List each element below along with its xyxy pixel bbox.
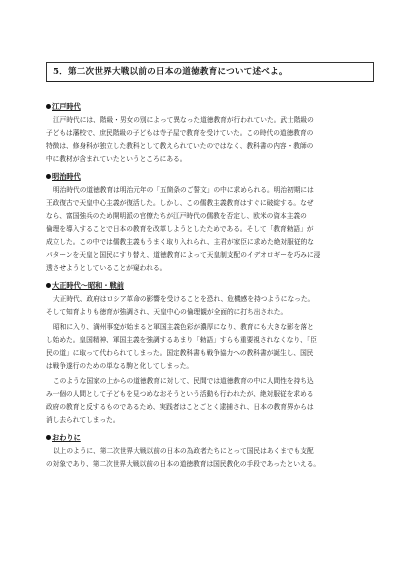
section-heading-text: 明治時代 [52, 172, 81, 181]
paragraph-line: 江戸時代には、階級・男女の別によって異なった道徳教育が行われていた。武士階級の [53, 116, 314, 124]
paragraph-line: み一個の人間として子どもを見つめなおそうという活動も行われたが、絶対服従を求める [46, 390, 314, 398]
bullet-icon [46, 174, 51, 179]
paragraph-line: このような国家の上からの道徳教育に対して、民間では道徳教育の中に人間性を持ち込 [53, 377, 314, 385]
bullet-icon [46, 435, 51, 440]
section [46, 100, 374, 166]
paragraph [46, 114, 374, 166]
paragraph [46, 293, 374, 319]
paragraph-line: 昭和に入り、満州事変が始まると軍国主義色彩が濃厚になり、教育にも大きな影を落と [53, 323, 314, 331]
paragraph-line: 特徴は、修身科が独立した教科として教えられていたのではなく、教科書の内容・教師の [46, 142, 314, 150]
section-heading-text: 大正時代～昭和・戦前 [52, 281, 124, 290]
paragraph-line: 政府の教育と反するものであるため、実践者はことごとく逮捕され、日本の教育界からは [46, 403, 314, 411]
paragraph-line: 中に教材が含まれていたというところにある。 [46, 155, 187, 163]
paragraph-line: パターンを天皇と国民にすり替え、道徳教育によって天皇制支配のイデオロギーを巧みに浸 [46, 251, 321, 259]
paragraph [46, 375, 374, 427]
paragraph-line: の対象であり、第二次世界大戦以前の日本の道徳教育は国民教化の手段であったといえる。 [46, 460, 321, 468]
section [46, 431, 374, 471]
section-heading [46, 279, 374, 292]
paragraph-line: 消し去られてしまった。 [46, 416, 120, 424]
paragraph [46, 321, 374, 373]
paragraph-line: 王政復古で天皇中心主義が復活した。しかし、この儒教主義教育はすぐに破綻する。なぜ [46, 199, 314, 207]
page-title: 5．第二次世界大戦以前の日本の道徳教育について述べよ。 [46, 62, 374, 82]
section [46, 170, 374, 275]
paragraph-line: 民の道」に取って代わられてしまった。国定教科書も戦争協力への教科書が誕生し、国民 [46, 349, 314, 357]
paragraph-line: そして知育よりも徳育が強調され、天皇中心の倫理観が全面的に打ち出された。 [46, 308, 288, 316]
paragraph-line: し始めた。皇国精神、軍国主義を強調するあまり「勅語」すらも重要視されなくなり、「臣 [46, 336, 317, 344]
paragraph-line: なら、富国強兵のため開明派の官僚たちが江戸時代の儒教を否定し、欧米の資本主義の [46, 212, 307, 220]
paragraph-line: 透させようとしていることが窺われる。 [46, 264, 167, 272]
paragraph-line: 成立した。この中では儒教主義もうまく取り入れられ、主君が家臣に求めた絶対服従的な [46, 238, 314, 246]
section-heading [46, 431, 374, 444]
paragraph [46, 445, 374, 471]
paragraph-line: 大正時代、政府はロシア革命の影響を受けることを恐れ、危機感を持つようになった。 [53, 295, 315, 303]
paragraph-line: は戦争遂行のための単なる駒と化してしまった。 [46, 362, 194, 370]
section-heading [46, 170, 374, 183]
paragraph-line: 子どもは藩校で、庶民階級の子どもは寺子屋で教育を受けていた。この時代の道徳教育の [46, 129, 314, 137]
document-body [46, 100, 374, 471]
paragraph-line: 明治時代の道徳教育は明治元年の「五箇条のご誓文」の中に求められる。明治初期には [53, 186, 314, 194]
paragraph-line: 倫理を導入することで日本の教育を改革しようとしたためである。そして「教育勅語」が [46, 225, 314, 233]
section-heading-text: おわりに [52, 433, 81, 442]
section-heading [46, 100, 374, 113]
paragraph [46, 184, 374, 275]
section [46, 279, 374, 427]
paragraph-line: 以上のように、第二次世界大戦以前の日本の為政者たちにとって国民はあくまでも支配 [53, 447, 314, 455]
bullet-icon [46, 104, 51, 109]
bullet-icon [46, 283, 51, 288]
section-heading-text: 江戸時代 [52, 102, 81, 111]
